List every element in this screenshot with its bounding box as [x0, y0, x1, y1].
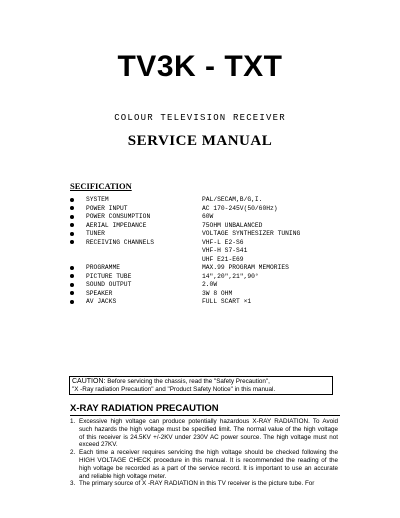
caution-text-1: Before servicing the chassis, read the "Safety Precaution",: [107, 378, 270, 385]
xray-item-number: 1.: [70, 418, 76, 425]
spec-label: POWER CONSUMPTION: [86, 213, 151, 220]
document-subtitle: COLOUR TELEVISION RECEIVER: [114, 113, 286, 123]
spec-row: [70, 213, 370, 222]
spec-row: [70, 222, 370, 231]
xray-item-text: Each time a receiver requires servicing the high voltage should be checked following the HIGH VOLTAGE CHECK procedure in this manual. It is recommended the reading of the high voltage be recorded as a part of the service record. It is important to use an accurate and reliable high voltage meter.: [79, 449, 338, 480]
xray-item-number: 3.: [70, 480, 76, 488]
bullet-icon: [70, 240, 74, 244]
spec-row: [70, 281, 370, 290]
spec-value: AC 170-245V(50/60Hz): [202, 204, 278, 212]
spec-value: FULL SCART ×1: [202, 298, 252, 305]
specification-heading: SECIFICATION: [70, 181, 132, 191]
spec-row: [70, 196, 370, 205]
xray-heading: X-RAY RADIATION PRECAUTION: [70, 403, 340, 416]
spec-label: AV JACKS: [86, 298, 117, 305]
spec-value: PAL/SECAM,B/G,I.: [202, 196, 263, 203]
manual-title: SERVICE MANUAL: [127, 133, 273, 149]
caution-notice: [69, 376, 333, 395]
xray-item: [70, 418, 338, 449]
bullet-icon: [70, 283, 74, 287]
spec-row: [70, 205, 370, 214]
specification-list: [70, 196, 370, 307]
spec-row: [70, 290, 370, 299]
caution-line-2: "X -Ray radiation Precaution" and "Product Safety Notice" in this manual.: [72, 386, 276, 393]
spec-label: SPEAKER: [86, 289, 113, 297]
xray-item-text: Excessive high voltage can produce potentially hazardous X-RAY RADIATION. To Avoid such hazards the high voltage must be specified limit. The normal value of the high voltage of this receiver is 24.5KV +/-2KV under 230V AC power source. The high voltage must not exceed 27KV.: [79, 418, 338, 449]
bullet-icon: [70, 274, 74, 278]
spec-value: MAX.99 PROGRAM MEMORIES: [202, 264, 289, 271]
spec-value: VHF-H S7-S41: [202, 247, 248, 254]
spec-value: VHF-L E2-S6: [202, 238, 244, 246]
caution-line-1: [72, 378, 330, 386]
spec-row: [70, 230, 370, 239]
spec-label: POWER INPUT: [86, 204, 128, 212]
xray-item: [70, 480, 338, 488]
xray-item-number: 2.: [70, 449, 76, 457]
model-title: TV3K - TXT: [117, 50, 283, 83]
spec-value: UHF E21-E69: [202, 255, 244, 263]
spec-label: SOUND OUTPUT: [86, 281, 132, 288]
caution-lead: CAUTION:: [72, 378, 106, 385]
spec-label: PROGRAMME: [86, 264, 121, 271]
bullet-icon: [70, 232, 74, 236]
spec-row: [70, 239, 370, 248]
spec-label: RECEIVING CHANNELS: [86, 238, 155, 246]
spec-value: VOLTAGE SYNTHESIZER TUNING: [202, 230, 301, 237]
bullet-icon: [70, 215, 74, 219]
bullet-icon: [70, 198, 74, 202]
spec-label: AERIAL IMPEDANCE: [86, 221, 147, 229]
spec-value: 60W: [202, 213, 214, 220]
spec-label: TUNER: [86, 230, 105, 237]
spec-label: SYSTEM: [86, 196, 109, 203]
xray-precaution-list: [70, 418, 338, 488]
bullet-icon: [70, 300, 74, 304]
spec-value: 3W 8 OHM: [202, 289, 233, 297]
spec-row: [70, 256, 370, 265]
bullet-icon: [70, 266, 74, 270]
bullet-icon: [70, 223, 74, 227]
spec-label: PICTURE TUBE: [86, 272, 132, 280]
spec-row: [70, 264, 370, 273]
spec-value: 75OHM UNBALANCED: [202, 221, 263, 229]
spec-value: 2.0W: [202, 281, 218, 288]
spec-row: [70, 247, 370, 256]
xray-item: [70, 449, 338, 480]
spec-row: [70, 273, 370, 282]
bullet-icon: [70, 206, 74, 210]
bullet-icon: [70, 291, 74, 295]
xray-item-text: The primary source of X -RAY RADIATION in this TV receiver is the picture tube. For: [79, 480, 315, 488]
spec-value: 14",20",21",90°: [202, 272, 259, 280]
spec-row: [70, 298, 370, 307]
